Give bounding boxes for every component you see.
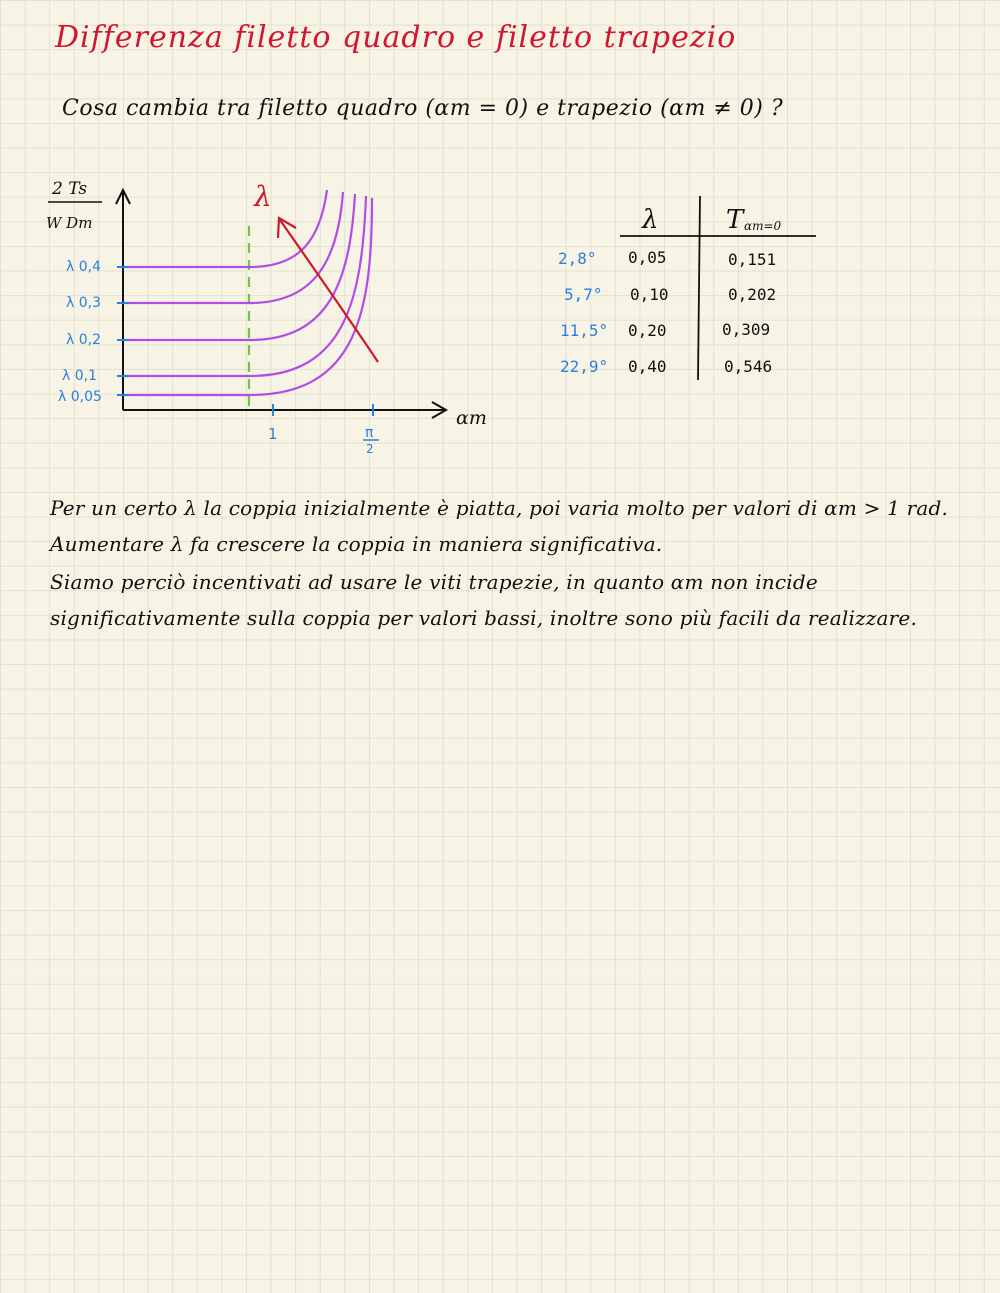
table-header-t: T	[726, 205, 744, 235]
table-row-angle: 22,9°	[560, 357, 609, 376]
question-text: Cosa cambia tra filetto quadro (αm = 0) e trapezio (αm ≠ 0) ?	[62, 96, 784, 121]
lambda-torque-table	[540, 180, 840, 390]
x-tick-1-label: 1	[268, 425, 278, 443]
table-row-lambda: 0,05	[628, 248, 667, 267]
y-axis-label-numerator: 2 Ts	[52, 179, 88, 199]
table-header-lambda: λ	[642, 205, 659, 235]
y-axis-label-denominator: W Dm	[46, 214, 93, 232]
table-column-divider	[698, 196, 700, 380]
page-title: Differenza filetto quadro e filetto trapezio	[55, 20, 737, 55]
curve-lambda-0-1	[123, 196, 366, 376]
curve-lambda-0-05	[123, 198, 372, 395]
note-line: Per un certo λ la coppia inizialmente è piatta, poi varia molto per valori di αm > 1 rad.	[50, 496, 949, 520]
curve-label-0-05: λ 0,05	[58, 389, 102, 405]
note-line: Siamo perciò incentivati ad usare le viti trapezie, in quanto αm non incide	[50, 570, 818, 594]
table-row-angle: 5,7°	[564, 285, 603, 304]
table-row-t: 0,202	[728, 285, 777, 304]
curve-label-0-2: λ 0,2	[66, 332, 101, 348]
table-row-lambda: 0,10	[630, 285, 669, 304]
table-row-angle: 11,5°	[560, 321, 609, 340]
x-axis-label: αm	[456, 407, 487, 429]
curve-label-0-3: λ 0,3	[66, 295, 101, 311]
table-row-t: 0,546	[724, 357, 773, 376]
curve-label-0-1: λ 0,1	[62, 368, 97, 384]
x-tick-pi-numerator: π	[365, 425, 374, 441]
note-line: Aumentare λ fa crescere la coppia in maniera significativa.	[50, 532, 663, 556]
table-row-lambda: 0,20	[628, 321, 667, 340]
table-row-angle: 2,8°	[558, 249, 597, 268]
x-tick-pi-denominator: 2	[366, 442, 374, 456]
table-row-t: 0,151	[728, 250, 777, 269]
table-header-t-subscript: αm=0	[744, 219, 782, 233]
curve-label-0-4: λ 0,4	[66, 259, 101, 275]
lambda-arrow-label: λ	[254, 180, 272, 213]
torque-graph	[0, 150, 520, 470]
table-row-t: 0,309	[722, 320, 771, 339]
curve-lambda-0-4	[123, 190, 327, 267]
curve-lambda-0-3	[123, 192, 343, 303]
curve-labels	[58, 259, 102, 405]
note-line: significativamente sulla coppia per valori bassi, inoltre sono più facili da realizzare.	[50, 606, 918, 630]
table-row-lambda: 0,40	[628, 357, 667, 376]
